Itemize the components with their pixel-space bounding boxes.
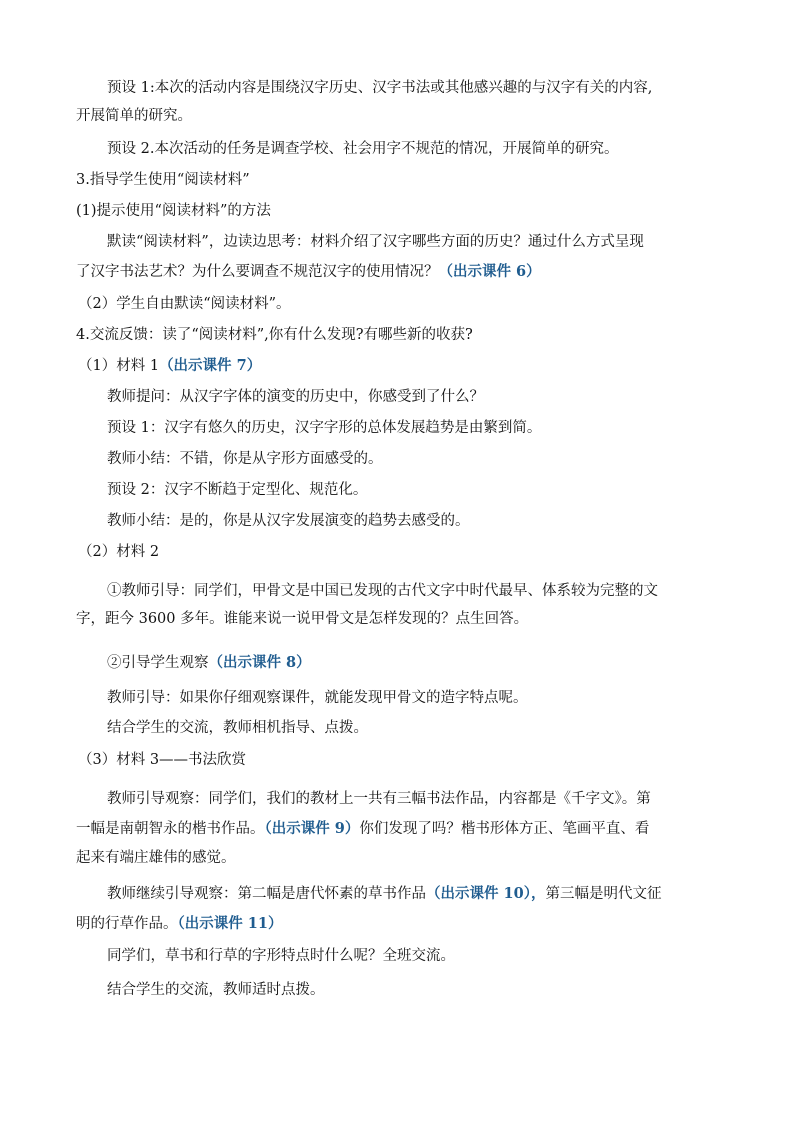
teacher-summary-2: 教师小结：是的，你是从汉字发展演变的趋势去感受的。 <box>107 513 470 529</box>
calligraphy-guide-line-3: 起来有端庄雄伟的感觉。 <box>76 850 236 866</box>
paragraph-silent-reading-line-1: 默读“阅读材料”，边读边思考：材料介绍了汉字哪些方面的历史？通过什么方式呈现 <box>107 234 644 250</box>
oracle-bone-guide-line-1: ①教师引导：同学们，甲骨文是中国已发现的古代文字中时代最早、体系较为完整的文 <box>107 583 658 599</box>
paragraph-text: 你们发现了吗？楷书形体方正、笔画平直、看 <box>359 821 650 837</box>
calligraphy-continue-line-2 <box>76 914 794 934</box>
heading-text: （1）材料 1 <box>78 358 160 374</box>
heading-step-4: 4.交流反馈：读了“阅读材料”,你有什么发现?有哪些新的收获? <box>76 327 473 343</box>
paragraph-text: 第三幅是明代文征 <box>545 886 662 902</box>
teacher-final-guidance: 结合学生的交流，教师适时点拨。 <box>107 982 325 998</box>
slide-reference: （出示课件 8） <box>208 654 311 671</box>
teacher-question: 教师提问：从汉字字体的演变的历史中，你感受到了什么？ <box>107 389 484 405</box>
teacher-summary-1: 教师小结：不错，你是从字形方面感受的。 <box>107 451 383 467</box>
calligraphy-continue-line-1 <box>107 884 794 904</box>
paragraph-preset-1-line-1: 预设 1:本次的活动内容是围绕汉字历史、汉字书法或其他感兴趣的与汉字有关的内容, <box>107 80 653 96</box>
teacher-guide-courseware: 教师引导：如果你仔细观察课件，就能发现甲骨文的造字特点呢。 <box>107 690 528 706</box>
heading-material-2: （2）材料 2 <box>78 544 160 560</box>
paragraph-preset-2: 预设 2.本次活动的任务是调查学校、社会用字不规范的情况，开展简单的研究。 <box>107 141 619 157</box>
paragraph-text: ②引导学生观察 <box>107 655 209 671</box>
paragraph-text: 教师继续引导观察：第二幅是唐代怀素的草书作品 <box>107 886 426 902</box>
heading-material-3: （3）材料 3——书法欣赏 <box>78 752 247 768</box>
observe-guide <box>107 653 794 673</box>
oracle-bone-guide-line-2: 字，距今 3600 多年。谁能来说一说甲骨文是怎样发现的？点生回答。 <box>76 611 529 627</box>
heading-step-3: 3.指导学生使用“阅读材料” <box>76 172 250 188</box>
paragraph-text: 明的行草作品。 <box>76 916 178 932</box>
class-discussion: 同学们，草书和行草的字形特点时什么呢？全班交流。 <box>107 948 455 964</box>
paragraph-preset-1-line-2: 开展简单的研究。 <box>76 108 192 124</box>
paragraph-text: 一幅是南朝智永的楷书作品。 <box>76 821 265 837</box>
calligraphy-guide-line-1: 教师引导观察：同学们，我们的教材上一共有三幅书法作品，内容都是《千字文》。第 <box>107 791 651 807</box>
slide-reference: （出示课件 6） <box>438 263 541 280</box>
teacher-instruct: 结合学生的交流，教师相机指导、点拨。 <box>107 720 368 736</box>
heading-step-3-1: (1)提示使用“阅读材料”的方法 <box>76 203 271 219</box>
slide-reference: （出示课件 11） <box>177 915 283 932</box>
paragraph-silent-reading-line-2 <box>76 262 794 282</box>
preset-answer-1: 预设 1：汉字有悠久的历史，汉字字形的总体发展趋势是由繁到简。 <box>107 420 542 436</box>
slide-reference: （出示课件 9） <box>264 820 360 837</box>
preset-answer-2: 预设 2：汉字不断趋于定型化、规范化。 <box>107 482 368 498</box>
calligraphy-guide-line-2 <box>76 819 794 839</box>
heading-step-3-2: （2）学生自由默读“阅读材料”。 <box>78 296 291 312</box>
paragraph-text: 了汉字书法艺术？为什么要调查不规范汉字的使用情况？ <box>76 264 439 280</box>
slide-reference: （出示课件 10）， <box>426 885 546 902</box>
slide-reference: （出示课件 7） <box>159 357 262 374</box>
heading-material-1 <box>78 356 794 376</box>
